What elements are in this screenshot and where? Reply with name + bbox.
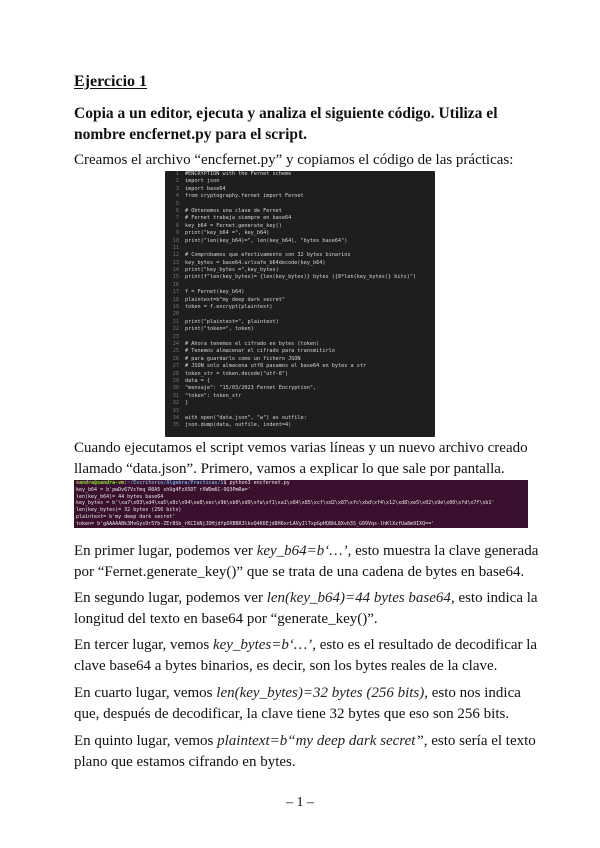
highlight-text: key_bytes=b‘…’: [212, 637, 313, 653]
paragraph-text: , esto nos indica que, después de decodificar, la clave tiene 32 bytes que eso son 256 bits.: [74, 685, 521, 722]
line-number: 22: [172, 326, 179, 333]
explanation-paragraph-2: [74, 588, 544, 630]
code-text: # Tenemos almacenar el cifrado para transmitirlo: [185, 348, 335, 355]
line-number: 31: [172, 392, 179, 399]
line-number: 33: [172, 407, 179, 414]
code-line: [165, 400, 435, 407]
code-line: [165, 252, 435, 259]
line-number: 21: [172, 318, 179, 325]
line-number: 10: [172, 237, 179, 244]
code-text: with open("data.json", "w") as outfile:: [185, 414, 307, 421]
code-text: print("key_bytes =",key_bytes): [185, 267, 279, 274]
line-number: 20: [172, 311, 179, 318]
paragraph-text: En primer lugar, podemos ver: [74, 543, 257, 559]
explanation-paragraph-5: [74, 731, 544, 773]
line-number: 30: [172, 385, 179, 392]
code-line: [165, 178, 435, 185]
paragraph-text: , esto es el resultado de decodificar la clave base64 a bytes binarios, es decir, son los bytes reales de la clave.: [74, 637, 538, 674]
line-number: 26: [172, 355, 179, 362]
code-text: from cryptography.fernet import Fernet: [185, 193, 304, 200]
paragraph-text: , esto indica la longitud del texto en base64 por “generate_key()”.: [74, 590, 538, 627]
code-text: #ENCRYPTION with the Fernet scheme: [185, 171, 292, 177]
code-line: [165, 363, 435, 370]
line-number: 2: [175, 178, 179, 185]
code-line: [165, 341, 435, 348]
line-number: 29: [172, 377, 179, 384]
line-number: 17: [172, 289, 179, 296]
line-number: 6: [175, 207, 179, 214]
code-line: [165, 208, 435, 215]
code-line: [165, 193, 435, 200]
code-line: [165, 378, 435, 385]
code-screenshot: [165, 171, 435, 437]
code-line: [165, 274, 435, 281]
code-text: import base64: [185, 185, 226, 192]
code-line: [165, 223, 435, 230]
terminal-output-screenshot: [74, 480, 528, 528]
terminal-line: key_b64 = b'pwDv67VcYmq R0A5 shUg4FzX5DT rXWDm6C-9Q3PmRa=': [76, 486, 251, 493]
terminal-line: len(key_b64)= 44 bytes base64: [76, 493, 164, 500]
code-line: [165, 371, 435, 378]
explanation-paragraph-3: [74, 635, 544, 677]
code-line: [165, 393, 435, 400]
code-line: [165, 215, 435, 222]
code-line: [165, 260, 435, 267]
line-number: 14: [172, 267, 179, 274]
paragraph-text: , esto sería el texto plano que estamos cifrando en bytes.: [74, 733, 536, 770]
code-text: "token": token_str: [185, 392, 242, 399]
code-text: # Comprobamos que efectivamente son 32 bytes binarios: [185, 252, 351, 259]
paragraph-text: En tercer lugar, vemos: [74, 637, 213, 653]
code-text: print("len(key_b64)=", len(key_b64), "bytes base64"): [185, 237, 348, 244]
line-number: 23: [172, 333, 179, 340]
line-number: 12: [172, 252, 179, 259]
intro-paragraph: Creamos el archivo “encfernet.py” y copiamos el código de las prácticas:: [74, 152, 514, 168]
highlight-text: len(key_bytes)=32 bytes (256 bits): [216, 685, 425, 701]
code-line: [165, 304, 435, 311]
code-text: # Obtenemos una clave de Fernet: [185, 207, 282, 214]
code-text: key_bytes = base64.urlsafe_b64decode(key_b64): [185, 259, 326, 266]
code-text: # JSON solo almacena utf8 pasamos el base64 en bytes a str: [185, 363, 367, 370]
line-number: 19: [172, 304, 179, 311]
code-text: # Ahora tenemos el cifrado en bytes (token): [185, 340, 320, 347]
line-number: 13: [172, 259, 179, 266]
line-number: 35: [172, 422, 179, 429]
code-text: plaintext=b"my deep dark secret": [185, 296, 285, 303]
line-number: 18: [172, 296, 179, 303]
code-line: [165, 415, 435, 422]
code-line: [165, 356, 435, 363]
code-line: [165, 422, 435, 429]
code-text: key_b64 = Fernet.generate_key(): [185, 222, 282, 229]
code-line: [165, 334, 435, 341]
terminal-prompt-path: ~/Escritorio/Algebra/Practicas/1: [127, 480, 224, 486]
terminal-line: key_bytes = b'\xa7\x03\xd4\xa5\x8c\x94\xe8\xec\x9b\xb0\xd9\xfa\xf1\xa1\x84\x85\xcf\xd2\x87\xfc\xbd\xf4\x12\xd8\xe5\x02\x9e\x00\xfd\x7f\xb1': [76, 500, 495, 507]
paragraph-text: En segundo lugar, podemos ver: [74, 590, 267, 606]
code-text: print("token=", token): [185, 326, 254, 333]
highlight-text: len(key_b64)=44 bytes base64: [266, 590, 451, 606]
code-text: }: [185, 400, 189, 407]
line-number: 16: [172, 281, 179, 288]
line-number: 32: [172, 400, 179, 407]
code-text: token = f.encrypt(plaintext): [185, 304, 273, 311]
line-number: 24: [172, 340, 179, 347]
code-line: [165, 311, 435, 318]
line-number: 25: [172, 348, 179, 355]
terminal-prompt-line: [74, 480, 528, 487]
terminal-line: len(key_bytes)= 32 bytes (256 bits): [76, 507, 182, 514]
terminal-command: $ python3 encfernet.py: [223, 480, 290, 486]
code-line: [165, 326, 435, 333]
line-number: 1: [175, 171, 179, 177]
code-line: [165, 282, 435, 289]
line-number: 4: [175, 193, 179, 200]
code-line: [165, 245, 435, 252]
exercise-instructions: Copia a un editor, ejecuta y analiza el siguiente código. Utiliza el nombre encfernet.py para el script.: [74, 105, 498, 143]
code-text: token_str = token.decode("utf-8"): [185, 370, 289, 377]
code-line: [165, 230, 435, 237]
line-number: 9: [175, 230, 179, 237]
terminal-line: token= b'gAAAAABk3HvGys9r5Yb-ZEr8Sb_rKCIkNjJDHjdfpOXBBR3lkvQ4K6Ejd8H6xrLAVyIlTxpGpHQ8bL8Xvb3S_G09Vqs-lhKlXzfUa8m9IXQ==': [76, 520, 435, 527]
code-line: [165, 171, 435, 178]
highlight-text: key_b64=b‘…’: [256, 543, 348, 559]
line-number: 15: [172, 274, 179, 281]
code-line: [165, 297, 435, 304]
code-line: [165, 238, 435, 245]
explanation-paragraph-4: [74, 683, 544, 725]
code-text: print("plaintext=", plaintext): [185, 318, 279, 325]
code-text: f = Fernet(key_b64): [185, 289, 245, 296]
code-text: data = {: [185, 377, 210, 384]
highlight-text: plaintext=b“my deep dark secret”: [217, 733, 424, 749]
explanation-paragraph-1: [74, 541, 544, 583]
exercise-title: Ejercicio 1: [74, 73, 148, 90]
line-number: 8: [175, 222, 179, 229]
code-text: json.dump(data, outfile, indent=4): [185, 422, 292, 429]
paragraph-text: En quinto lugar, vemos: [74, 733, 218, 749]
line-number: 7: [175, 215, 179, 222]
code-text: print("key_b64 =", key_b64): [185, 230, 270, 237]
run-paragraph: Cuando ejecutamos el script vemos varias líneas y un nuevo archivo creado llamado “data.json”. Primero, vamos a explicar lo que sale por pantalla.: [74, 440, 528, 477]
code-line: [165, 186, 435, 193]
line-number: 11: [172, 244, 179, 251]
line-number: 28: [172, 370, 179, 377]
code-line: [165, 408, 435, 415]
code-line: [165, 267, 435, 274]
line-number: 27: [172, 363, 179, 370]
code-text: # Fernet trabaja siempre en base64: [185, 215, 292, 222]
code-text: print(f"len(key_bytes)= {len(key_bytes)} bytes ({8*len(key_bytes)} bits)"): [185, 274, 417, 281]
page-number: – 1 –: [286, 795, 314, 810]
code-line: [165, 289, 435, 296]
line-number: 34: [172, 414, 179, 421]
code-line: [165, 348, 435, 355]
code-line: [165, 319, 435, 326]
code-text: # para guardarlo como un fichero JSON: [185, 355, 301, 362]
code-line: [165, 201, 435, 208]
line-number: 5: [175, 200, 179, 207]
paragraph-text: , esto muestra la clave generada por “Fernet.generate_key()” que se trata de una cadena de bytes en base64.: [74, 543, 539, 580]
code-text: "mensaje": "15/03/2023 Fernet Encryption",: [185, 385, 317, 392]
terminal-line: plaintext= b'my deep dark secret': [76, 513, 176, 520]
paragraph-text: En cuarto lugar, vemos: [74, 685, 217, 701]
line-number: 3: [175, 185, 179, 192]
code-line: [165, 385, 435, 392]
code-text: import json: [185, 178, 220, 185]
terminal-prompt-user: sandra@sandra-vm:: [76, 480, 128, 486]
